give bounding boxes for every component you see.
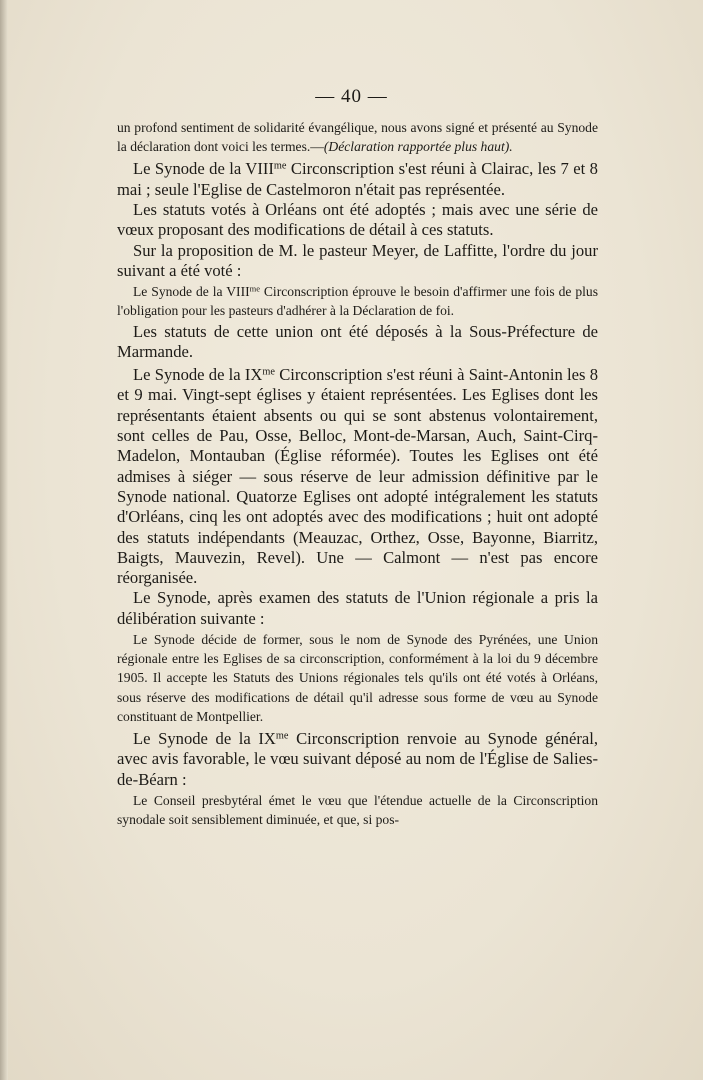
paragraph-4: Sur la proposition de M. le pasteur Meyer, de Laffitte, l'ordre du jour suivant a été voté : xyxy=(117,240,598,280)
paragraph-3: Les statuts votés à Orléans ont été adoptés ; mais avec une série de vœux proposant des modifications de détail à ces statuts. xyxy=(117,200,598,240)
body-text xyxy=(117,118,598,829)
quote-3: Le Conseil presbytéral émet le vœu que l'étendue actuelle de la Circonscription synodale soit sensiblement diminuée, et que, si pos- xyxy=(117,792,598,828)
paragraph-8: Le Synode de la $IX^{me}$ Circonscription renvoie au Synode général, avec avis favorable, le vœu suivant déposé au nom de l'Église de Salies-de-Béarn : xyxy=(117,729,598,789)
page-number: — 40 — xyxy=(315,86,388,107)
paragraph-7: Le Synode, après examen des statuts de l'Union régionale a pris la délibération suivante : xyxy=(117,588,598,628)
paragraph-5: Les statuts de cette union ont été déposés à la Sous-Préfecture de Marmande. xyxy=(117,321,598,361)
page-edge-shadow xyxy=(0,0,8,1080)
paragraph-6: Le Synode de la $IX^{me}$ Circonscription s'est réuni à Saint-Antonin les 8 et 9 mai. Vingt-sept églises y étaient représentées. Les Eglises dont les représentants étaient absents ou qui se sont abstenus volontairement, sont celles de Pau, Osse, Belloc, Mont-de-Marsan, Auch, Saint-Cirq-Madelon, Montauban (Église réformée). Toutes les Eglises ont été admises à siéger — sous réserve de leur admission définitive par le Synode national. Quatorze Eglises ont adopté intégralement les statuts d'Orléans, cinq les ont adoptés avec des modifications ; huit ont adopté des statuts indépendants (Meauzac, Orthez, Osse, Bayonne, Biarritz, Baigts, Mauvezin, Revel). Une — Calmont — n'est pas encore réorganisée. xyxy=(117,365,598,588)
quote-1: Le Synode de la $VIII^{me}$ Circonscription éprouve le besoin d'affirmer une fois de plus l'obligation pour les pasteurs d'adhérer à la Déclaration de foi. xyxy=(117,283,598,319)
quote-2: Le Synode décide de former, sous le nom de Synode des Pyrénées, une Union régionale entre les Eglises de sa circonscription, conformément à la loi du 9 décembre 1905. Il accepte les Statuts des Unions régionales tels qu'ils ont été votés à Orléans, sous réserve des modifications de détail qu'il adresse sous forme de vœu au Synode constituant de Montpellier. xyxy=(117,632,598,724)
paragraph-1: un profond sentiment de solidarité évangélique, nous avons signé et présenté au Synode la déclaration dont voici les termes.—(Déclaration rapportée plus haut). xyxy=(117,120,598,155)
paragraph-2: Le Synode de la $VIII^{me}$ Circonscription s'est réuni à Clairac, les 7 et 8 mai ; seule l'Eglise de Castelmoron n'était pas représentée. xyxy=(117,159,598,199)
